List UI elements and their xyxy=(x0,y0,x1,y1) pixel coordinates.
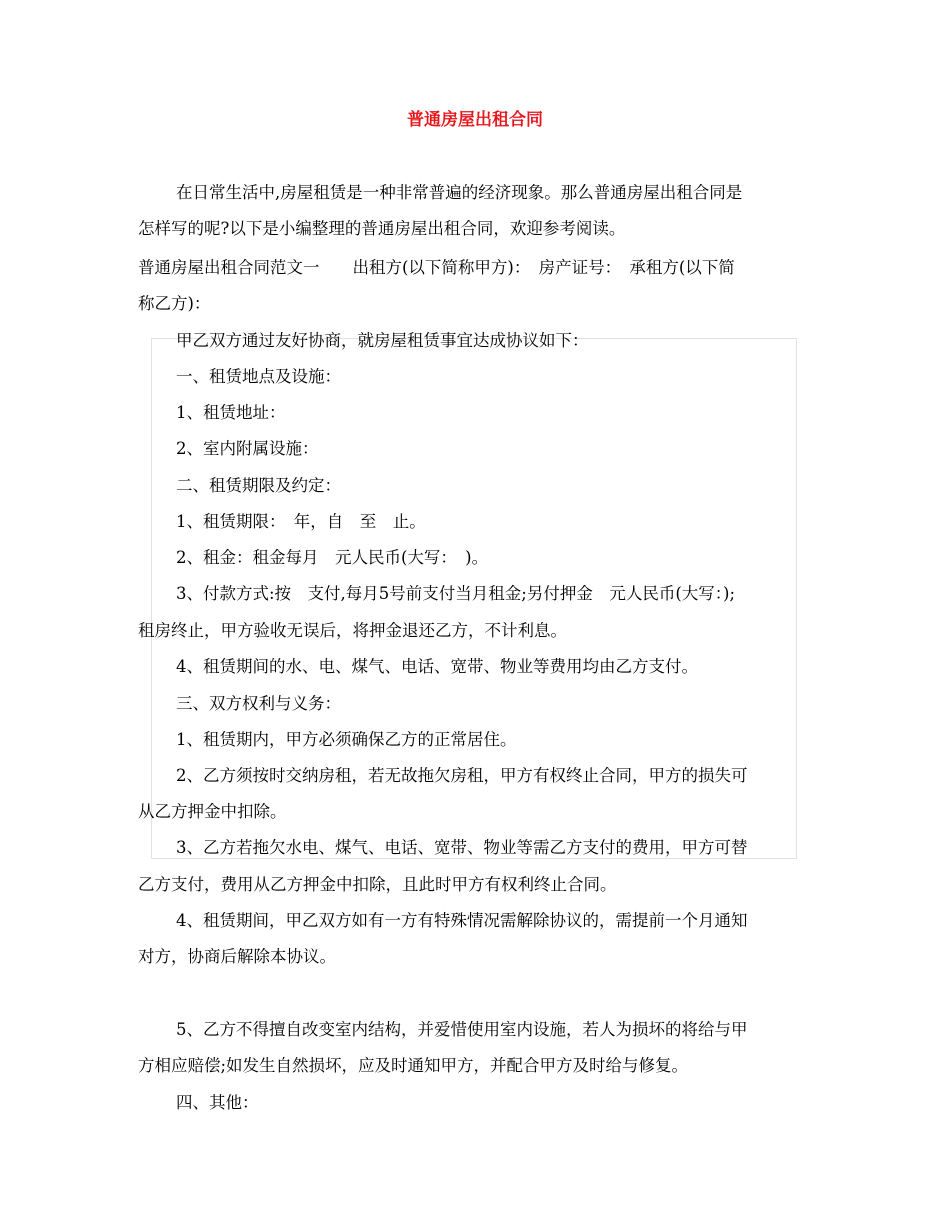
paragraph-line: 在日常生活中,房屋租赁是一种非常普遍的经济现象。那么普通房屋出租合同是 xyxy=(176,183,743,202)
paragraph-line: 怎样写的呢?以下是小编整理的普通房屋出租合同，欢迎参考阅读。 xyxy=(138,219,626,238)
paragraph-line: 甲乙双方通过友好协商，就房屋租赁事宜达成协议如下： xyxy=(176,331,589,350)
paragraph-line: 1、租赁期内，甲方必须确保乙方的正常居住。 xyxy=(176,730,517,749)
paragraph-line: 方相应赔偿;如发生自然损坏，应及时通知甲方，并配合甲方及时给与修复。 xyxy=(138,1056,689,1075)
paragraph-line: 1、租赁期限： 年，自 至 止。 xyxy=(176,512,426,531)
document-title: 普通房屋出租合同 xyxy=(407,110,543,130)
paragraph-line: 四、其他： xyxy=(176,1093,259,1112)
paragraph-line: 3、付款方式:按 支付,每月5号前支付当月租金;另付押金 元人民币(大写：); xyxy=(176,584,736,603)
paragraph-line: 乙方支付，费用从乙方押金中扣除，且此时甲方有权利终止合同。 xyxy=(138,875,617,894)
paragraph-line: 2、租金：租金每月 元人民币(大写： )。 xyxy=(176,548,489,567)
paragraph-line: 4、租赁期间的水、电、煤气、电话、宽带、物业等费用均由乙方支付。 xyxy=(176,657,698,676)
paragraph-line: 三、双方权利与义务： xyxy=(176,694,341,713)
paragraph-line: 2、室内附属设施： xyxy=(176,439,319,458)
paragraph-line: 1、租赁地址： xyxy=(176,403,286,422)
paragraph-line: 从乙方押金中扣除。 xyxy=(138,802,287,821)
paragraph-line: 3、乙方若拖欠水电、煤气、电话、宽带、物业等需乙方支付的费用，甲方可替 xyxy=(176,838,748,857)
paragraph-line: 一、租赁地点及设施： xyxy=(176,367,341,386)
paragraph-line: 4、租赁期间，甲乙双方如有一方有特殊情况需解除协议的，需提前一个月通知 xyxy=(176,911,748,930)
paragraph-line: 2、乙方须按时交纳房租，若无故拖欠房租，甲方有权终止合同，甲方的损失可 xyxy=(176,766,748,785)
paragraph-line: 二、租赁期限及约定： xyxy=(176,476,341,495)
paragraph-line: 租房终止，甲方验收无误后，将押金退还乙方，不计利息。 xyxy=(138,621,567,640)
paragraph-line: 对方，协商后解除本协议。 xyxy=(138,947,336,966)
paragraph-line: 5、乙方不得擅自改变室内结构，并爱惜使用室内设施，若人为损坏的将给与甲 xyxy=(176,1020,748,1039)
paragraph-line: 称乙方)： xyxy=(138,294,211,313)
paragraph-line: 普通房屋出租合同范文一 出租方(以下简称甲方)： 房产证号： 承租方(以下简 xyxy=(138,258,735,277)
